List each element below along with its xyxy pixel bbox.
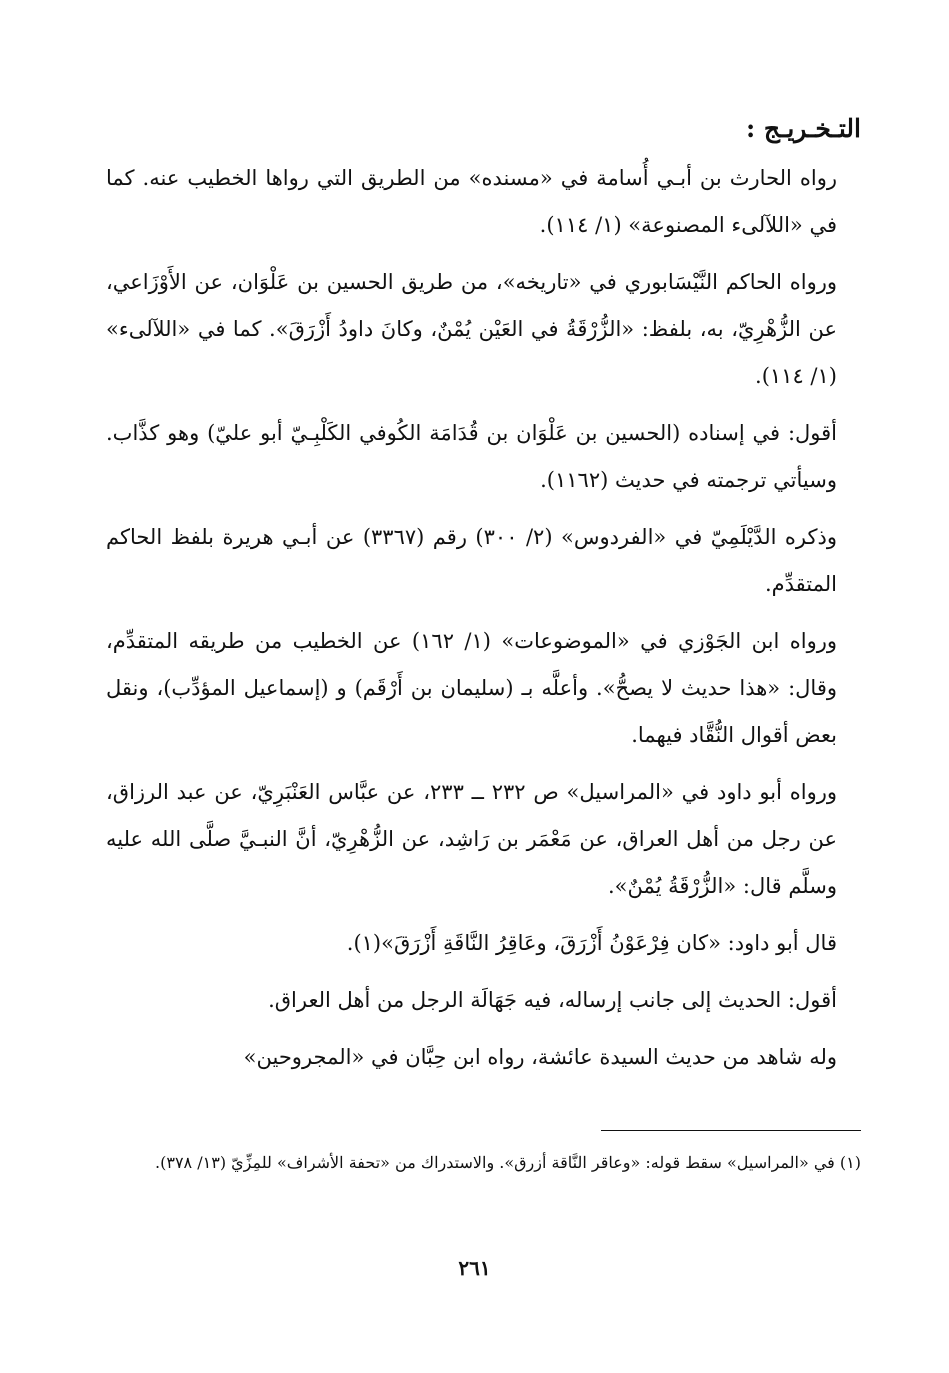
page-number: ٢٦١	[458, 1256, 491, 1280]
paragraph-6: ورواه أبو داود في «المراسيل» ص ٢٣٢ ــ ٢٣٣، عن عبَّاس العَنْبَرِيّ، عن عبد الرزاق، عن رجل من أهل العراق، عن مَعْمَر بن رَاشِد، عن الزُّهْرِيّ، أنَّ النبـيَّ صلَّى الله عليه وسلَّم قال: «الزُّرْقَةُ يُمْنٌ».	[106, 780, 838, 898]
footnote: (١) في «المراسيل» سقط قوله: «وعاقر النَّاقة أزرق». والاستدراك من «تحفة الأشراف» للمِزِّيّ (١٣/ ٣٧٨).	[155, 1153, 861, 1172]
paragraph-3: أقول: في إسناده (الحسين بن عَلْوَان بن قُدَامَة الكُوفي الكَلْبِـيّ أبو عليّ) وهو كذَّاب. وسيأتي ترجمته في حديث (١١٦٢).	[106, 421, 837, 492]
main-text	[106, 105, 861, 1091]
section-heading: التـخـريـج :	[745, 114, 861, 143]
paragraph-7: قال أبو داود: «كان فِرْعَوْنُ أَزْرَقَ، وعَاقِرُ النَّاقَةِ أَزْرَقَ»(١).	[346, 931, 837, 955]
paragraph-5: ورواه ابن الجَوْزي في «الموضوعات» (١/ ١٦٢) عن الخطيب من طريقه المتقدِّم، وقال: «هذا حديث لا يصحُّ». وأعلَّه بـ (سليمان بن أَرْقَم) و (إسماعيل المؤدِّب)، ونقل بعض أقوال النُّقَّاد فيهما.	[106, 629, 837, 747]
paragraph-4: وذكره الدَّيْلَمِيّ في «الفردوس» (٢/ ٣٠٠) رقم (٣٣٦٧) عن أبـي هريرة بلفظ الحاكم المتقدِّم.	[106, 525, 837, 596]
paragraph-8: أقول: الحديث إلى جانب إرساله، فيه جَهَالَة الرجل من أهل العراق.	[268, 988, 837, 1012]
paragraph-2: ورواه الحاكم النَّيْسَابوري في «تاريخه»، من طريق الحسين بن عَلْوَان، عن الأَوْزَاعي، عن الزُّهْرِيّ، به، بلفظ: «الزُّرْقَةُ في العَيْن يُمْنٌ، وكانَ داودُ أَزْرَقَ». كما في «اللآلىء» (١/ ١١٤).	[106, 270, 837, 388]
paragraph-1: رواه الحارث بن أبـي أُسامة في «مسنده» من الطريق التي رواها الخطيب عنه. كما في «اللآلىء المصنوعة» (١/ ١١٤).	[106, 166, 837, 237]
footnote-divider	[601, 1130, 861, 1131]
paragraph-9: وله شاهد من حديث السيدة عائشة، رواه ابن حِبَّان في «المجروحين»	[243, 1045, 837, 1069]
